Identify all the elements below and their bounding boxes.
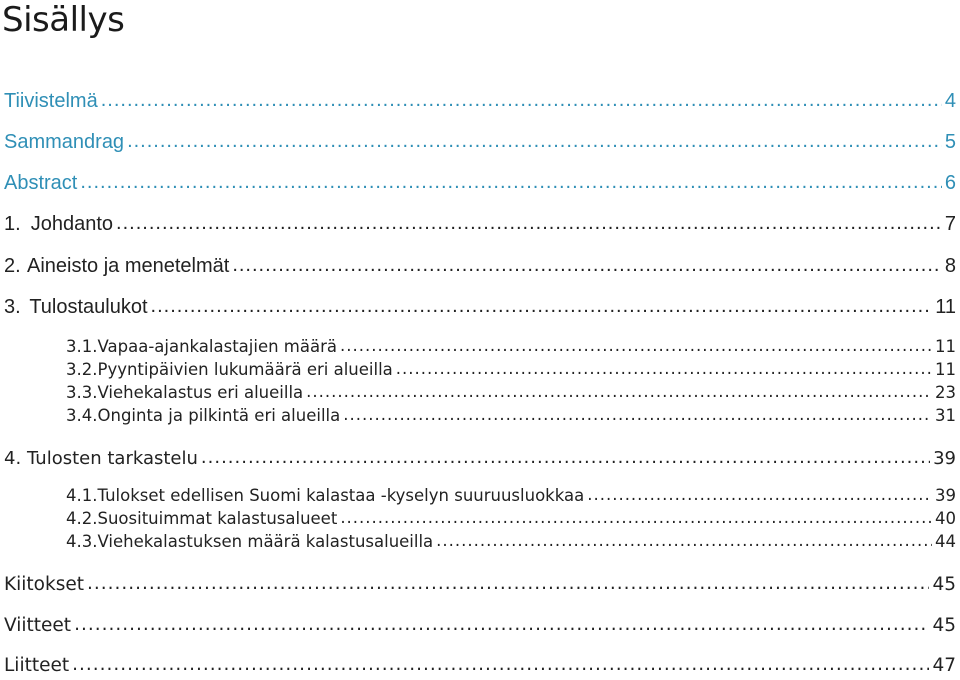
toc-subentry-3-4[interactable] (66, 406, 956, 425)
toc-entry-label: Tulosten tarkastelu (27, 448, 198, 469)
toc-page-number: 6 (944, 172, 956, 194)
toc-entry-sammandrag[interactable] (4, 131, 956, 154)
toc-dot-leader (340, 336, 932, 355)
toc-section-number: 4.3. (66, 532, 98, 551)
toc-section-number: 4. (4, 448, 22, 469)
toc-page-number: 45 (932, 615, 956, 636)
toc-page-number: 11 (935, 337, 956, 356)
toc-dot-leader (127, 130, 942, 153)
toc-entry-aineisto[interactable] (4, 255, 956, 278)
toc-dot-leader (101, 89, 942, 112)
toc-dot-leader (343, 405, 932, 424)
toc-page-number: 7 (944, 213, 956, 235)
toc-section-number: 3.1. (66, 337, 98, 356)
toc-subentry-3-3[interactable] (66, 383, 956, 402)
toc-page-number: 11 (935, 296, 956, 318)
toc-section-number: 3.2. (66, 360, 98, 379)
toc-page-number: 11 (935, 360, 956, 379)
toc-subentry-3-2[interactable] (66, 360, 956, 379)
toc-dot-leader (80, 171, 942, 194)
toc-dot-leader (116, 212, 942, 235)
toc-dot-leader (201, 447, 930, 468)
toc-entry-label: Pyyntipäivien lukumäärä eri alueilla (97, 360, 393, 379)
toc-dot-leader (306, 382, 932, 401)
toc-entry-label: Viehekalastus eri alueilla (97, 383, 304, 402)
toc-entry-label: Vapaa-ajankalastajien määrä (97, 337, 337, 356)
toc-page-number: 40 (935, 509, 956, 528)
toc-entry-label: Abstract (4, 172, 78, 194)
toc-entry-viitteet[interactable] (4, 615, 956, 636)
toc-subentry-3-1[interactable] (66, 337, 956, 356)
toc-entry-abstract[interactable] (4, 172, 956, 195)
toc-entry-label: Tulokset edellisen Suomi kalastaa -kyselyn suuruusluokkaa (97, 486, 585, 505)
toc-entry-label: Sammandrag (4, 131, 125, 153)
toc-entry-label: Viitteet (4, 615, 72, 636)
toc-entry-tulostaulukot[interactable] (4, 296, 956, 319)
toc-entry-tiivistelma[interactable] (4, 90, 956, 113)
toc-page-number: 5 (944, 131, 956, 153)
toc-section-number: 3.4. (66, 406, 98, 425)
toc-entry-label: Viehekalastuksen määrä kalastusalueilla (97, 532, 434, 551)
toc-dot-leader (587, 485, 932, 504)
toc-page-number: 23 (935, 383, 956, 402)
toc-entry-label: Aineisto ja menetelmät (26, 255, 230, 277)
toc-subentry-4-2[interactable] (66, 509, 956, 528)
toc-section-number: 3. (4, 296, 21, 318)
toc-entry-johdanto[interactable] (4, 213, 956, 236)
toc-entry-label: Suosituimmat kalastusalueet (97, 509, 338, 528)
toc-dot-leader (232, 254, 942, 277)
toc-section-number: 1. (4, 213, 21, 235)
toc-entry-label: Tulostaulukot (29, 296, 148, 318)
toc-subentry-4-3[interactable] (66, 532, 956, 551)
toc-dot-leader (151, 295, 933, 318)
toc-entry-tulosten-tarkastelu[interactable] (4, 448, 956, 469)
toc-dot-leader (436, 531, 932, 550)
toc-section-number: 2. (4, 255, 21, 277)
toc-entry-label: Kiitokset (4, 574, 84, 595)
toc-page-number: 8 (944, 255, 956, 277)
toc-section-number: 4.2. (66, 509, 98, 528)
toc-subentry-4-1[interactable] (66, 486, 956, 505)
toc-entry-label: Tiivistelmä (4, 90, 98, 112)
toc-dot-leader (87, 573, 929, 594)
toc-page-number: 44 (935, 532, 956, 551)
page-title: Sisällys (2, 0, 125, 40)
toc-section-number: 3.3. (66, 383, 98, 402)
toc-section-number: 4.1. (66, 486, 98, 505)
toc-entry-label: Onginta ja pilkintä eri alueilla (97, 406, 341, 425)
toc-entry-label: Johdanto (30, 213, 114, 235)
toc-dot-leader (74, 614, 929, 635)
toc-page-number: 39 (933, 448, 956, 469)
toc-page-number: 39 (935, 486, 956, 505)
toc-page-number: 31 (935, 406, 956, 425)
toc-dot-leader (72, 654, 929, 675)
toc-entry-kiitokset[interactable] (4, 574, 956, 595)
toc-entry-label: Liitteet (4, 655, 70, 676)
toc-page-number: 45 (932, 574, 956, 595)
toc-entry-liitteet[interactable] (4, 655, 956, 676)
toc-dot-leader (396, 359, 932, 378)
toc-page-number: 4 (944, 90, 956, 112)
toc-page-number: 47 (932, 655, 956, 676)
toc-dot-leader (340, 508, 932, 527)
